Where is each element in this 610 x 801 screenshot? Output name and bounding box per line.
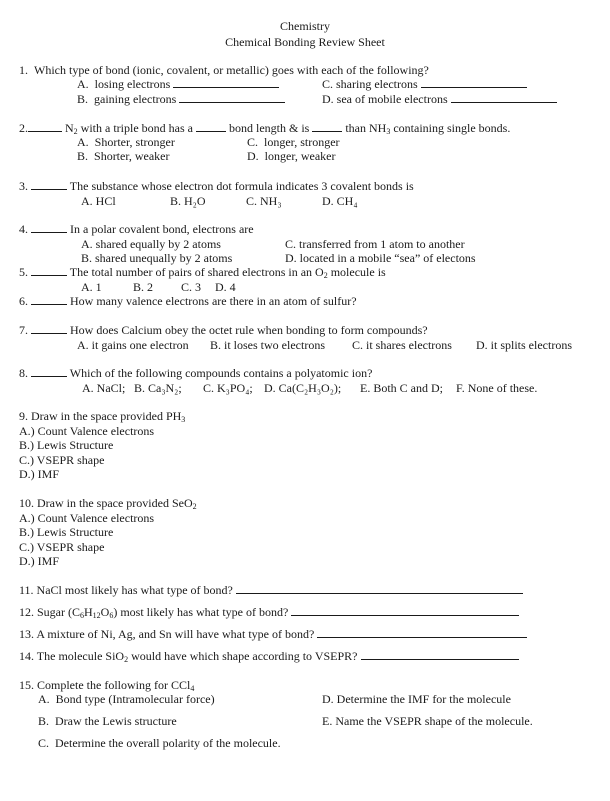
q8-option-d: D. Ca(C₂H₃O₂); (264, 381, 342, 395)
q15-part-d: D. Determine the IMF for the molecule (322, 692, 511, 706)
q8-option-c: C. K₃PO₄; (203, 381, 253, 395)
question-5: 5. The total number of pairs of shared electrons in an $O_2$ molecule is (19, 265, 386, 280)
question-number: 6. (19, 294, 28, 308)
q10-part-d: D.) IMF (19, 554, 60, 568)
answer-blank[interactable] (291, 605, 519, 616)
q4-option-d: D. located in a mobile “sea” of electons (285, 251, 476, 265)
answer-blank[interactable] (179, 92, 285, 103)
q1-option-a: A. losing electrons (77, 77, 279, 91)
answer-blank[interactable] (421, 77, 527, 88)
question-prompt: How does Calcium obey the octet rule when bonding to form compounds? (70, 323, 428, 337)
answer-blank[interactable] (317, 627, 527, 638)
q15-part-c: C. Determine the overall polarity of the molecule. (38, 736, 281, 750)
answer-blank[interactable] (451, 92, 557, 103)
q10-part-b: B.) Lewis Structure (19, 525, 114, 539)
q2-option-d: D. longer, weaker (247, 149, 336, 163)
question-prompt: In a polar covalent bond, electrons are (70, 222, 254, 236)
question-number: 8. (19, 366, 28, 380)
answer-blank[interactable] (28, 121, 62, 132)
fill-blank[interactable] (196, 121, 226, 132)
q15-part-a: A. Bond type (Intramolecular force) (38, 692, 215, 706)
answer-blank[interactable] (31, 222, 67, 233)
question-number: 4. (19, 222, 28, 236)
q4-option-a: A. shared equally by 2 atoms (81, 237, 221, 251)
q7-option-b: B. it loses two electrons (210, 338, 325, 352)
q5-option-a: A. 1 (81, 280, 102, 294)
q7-option-d: D. it splits electrons (476, 338, 572, 352)
question-15: 15. Complete the following for CCl$_4$ (19, 678, 195, 693)
question-number: 2. (19, 121, 28, 135)
q2-option-b: B. Shorter, weaker (77, 149, 170, 163)
q10-part-c: C.) VSEPR shape (19, 540, 105, 554)
q2-option-a: A. Shorter, stronger (77, 135, 175, 149)
answer-blank[interactable] (31, 294, 67, 305)
q9-part-d: D.) IMF (19, 467, 60, 481)
q10-part-a: A.) Count Valence electrons (19, 511, 155, 525)
document-subject: Chemistry (280, 19, 330, 33)
question-13: 13. A mixture of Ni, Ag, and Sn will have what type of bond? (19, 627, 527, 641)
q8-option-f: F. None of these. (456, 381, 538, 395)
q9-part-c: C.) VSEPR shape (19, 453, 105, 467)
question-7 (19, 323, 428, 337)
question-prompt: How many valence electrons are there in an atom of sulfur? (70, 294, 357, 308)
question-4 (19, 222, 254, 236)
q8-option-b: B. Ca₃N₂; (134, 381, 182, 395)
question-2: 2. $N_2$ with a triple bond has a bond length & is than $NH_3$ containing single bonds. (19, 121, 511, 136)
answer-blank[interactable] (31, 179, 67, 190)
question-number: 3. (19, 179, 28, 193)
question-prompt: Which of the following compounds contains a polyatomic ion? (69, 366, 373, 380)
q5-option-b: B. 2 (133, 280, 154, 294)
question-number: 1. (19, 63, 28, 77)
question-1 (19, 63, 429, 77)
question-12: 12. Sugar $(C_6H_{12}O_6)$ most likely has what type of bond? (19, 605, 519, 619)
q2-option-c: C. longer, stronger (247, 135, 340, 149)
question-prompt: The substance whose electron dot formula indicates 3 covalent bonds is (69, 179, 414, 193)
q9-part-b: B.) Lewis Structure (19, 438, 114, 452)
q3-option-b: B. H₂O (170, 194, 206, 208)
question-14: 14. The molecule SiO$_2$ would have which shape according to VSEPR? (19, 649, 519, 663)
q3-option-a: A. HCl (81, 194, 116, 208)
q4-option-c: C. transferred from 1 atom to another (285, 237, 465, 251)
answer-blank[interactable] (31, 366, 67, 377)
q5-option-d: D. 4 (215, 280, 236, 294)
q9-part-a: A.) Count Valence electrons (19, 424, 155, 438)
question-number: 7. (19, 323, 28, 337)
question-9: 9. Draw in the space provided $PH_3$ (19, 409, 186, 424)
question-11: 11. NaCl most likely has what type of bond? (19, 583, 523, 597)
answer-blank[interactable] (361, 649, 519, 660)
question-number: 5. (19, 265, 28, 279)
answer-blank[interactable] (173, 77, 279, 88)
question-6 (19, 294, 357, 308)
question-8 (19, 366, 372, 380)
q3-option-d: D. CH₄ (322, 194, 358, 208)
question-10: 10. Draw in the space provided SeO$_2$ (19, 496, 197, 511)
q7-option-c: C. it shares electrons (352, 338, 452, 352)
q15-part-b: B. Draw the Lewis structure (38, 714, 177, 728)
document-title: Chemical Bonding Review Sheet (225, 35, 385, 49)
q4-option-b: B. shared unequally by 2 atoms (81, 251, 233, 265)
q8-option-e: E. Both C and D; (360, 381, 443, 395)
fill-blank[interactable] (312, 121, 342, 132)
question-prompt: Which type of bond (ionic, covalent, or metallic) goes with each of the following? (34, 63, 429, 77)
answer-blank[interactable] (236, 583, 523, 594)
q1-option-c: C. sharing electrons (322, 77, 527, 91)
q1-option-b: B. gaining electrons (77, 92, 285, 106)
q8-option-a: A. NaCl; (82, 381, 126, 395)
q3-option-c: C. NH₃ (246, 194, 282, 208)
q15-part-e: E. Name the VSEPR shape of the molecule. (322, 714, 533, 728)
q1-option-d: D. sea of mobile electrons (322, 92, 557, 106)
question-3 (19, 179, 414, 193)
answer-blank[interactable] (31, 323, 67, 334)
answer-blank[interactable] (31, 265, 67, 276)
q5-option-c: C. 3 (181, 280, 202, 294)
q7-option-a: A. it gains one electron (77, 338, 189, 352)
